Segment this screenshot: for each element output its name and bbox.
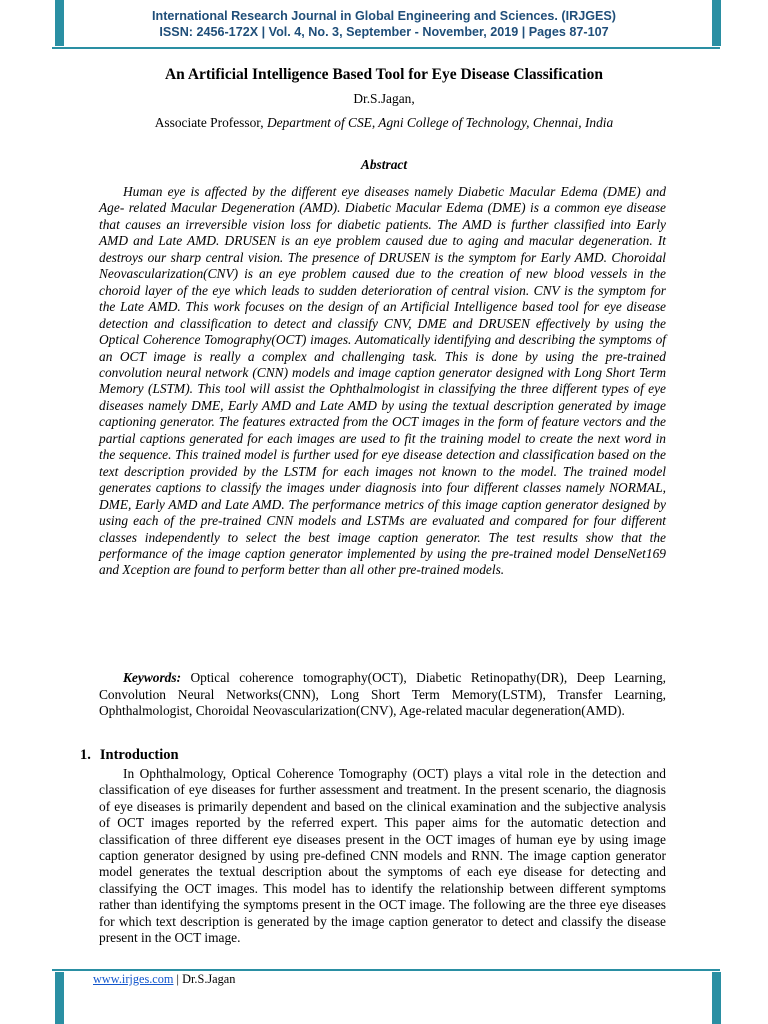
introduction-text: In Ophthalmology, Optical Coherence Tomography (OCT) plays a vital role in the detection and classification of eye diseases for further assessment and treatment. In the present scenario, the diagnosis of eye diseases is primarily dependent and based on the clinical examination and the subjective analysis of OCT images reported by the referred expert. This paper aims for the automatic detection and classification of three different eye diseases present in the OCT images of human eye by using image caption generator designed by using pre-defined CNN models and RNN. The image caption generator model generates the textual description about the symptoms of each eye disease for detecting and classifying the OCT images. This model has to identify the relationship between different symptoms rather than identifying the symptoms present in the OCT image. The following are the three eye diseases for which text description is generated by the image caption generator to detect and classify the disease present in the OCT image. <box>99 766 666 946</box>
paper-title: An Artificial Intelligence Based Tool for Eye Disease Classification <box>164 66 603 83</box>
journal-name: International Research Journal in Global Engineering and Sciences. (IRJGES) <box>152 9 616 23</box>
keywords-text: Optical coherence tomography(OCT), Diabetic Retinopathy(DR), Deep Learning, Convolution Neural Networks(CNN), Long Short Term Memory(LSTM), Transfer Learning, Ophthalmologist, Choroidal Neovascularization(CNV), Age-related macular degeneration(AMD). <box>99 670 666 718</box>
header-accent-bar-left <box>55 0 64 46</box>
keywords-label: Keywords: <box>123 670 182 685</box>
footer-separator: | <box>173 972 183 986</box>
footer-rule <box>52 969 720 971</box>
footer-accent-bar-left <box>55 972 64 1024</box>
page-footer <box>93 972 235 987</box>
footer-accent-bar-right <box>712 972 721 1024</box>
journal-website-link[interactable]: www.irjges.com <box>93 972 174 986</box>
section-number: 1. <box>80 747 91 763</box>
affiliation-department: Department of CSE, Agni College of Technology, Chennai, India <box>266 115 614 130</box>
section-title: Introduction <box>99 747 179 763</box>
footer-author: Dr.S.Jagan <box>182 972 236 986</box>
abstract-heading: Abstract <box>360 157 408 172</box>
paper-author: Dr.S.Jagan, <box>353 91 415 106</box>
affiliation-role: Associate Professor, <box>154 115 264 130</box>
section-heading-introduction <box>80 747 179 764</box>
paper-affiliation <box>0 115 768 131</box>
abstract-text: Human eye is affected by the different eye diseases namely Diabetic Macular Edema (DME) and Age- related Macular Degeneration (AMD). Diabetic Macular Edema (DME) is a common eye disease that causes an irreversible vision loss for diabetic patients. The AMD is further classified into Early AMD and Late AMD. DRUSEN is an eye problem caused due to aging and macular degeneration. It destroys our sharp central vision. The presence of DRUSEN is the symptom for Early AMD. Choroidal Neovascularization(CNV) is an eye problem caused due to the creation of new blood vessels in the choroid layer of the eye which leads to sudden deterioration of central vision. CNV is the symptom for the Late AMD. This work focuses on the design of an Artificial Intelligence based tool for eye disease detection and classification to detect and classify CNV, DME and DRUSEN effectively by using the Optical Coherence Tomography(OCT) images. Automatically identifying and describing the symptoms of an OCT image is really a complex and challenging task. This is done by using the pre-trained convolution neural network (CNN) models and image caption generator designed with Long Short Term Memory (LSTM). This tool will assist the Ophthalmologist in classifying the three different types of eye diseases namely DME, Early AMD and Late AMD by using the textual description generated by image captioning generator. The features extracted from the OCT images in the form of feature vectors and the partial captions generated for each images are used to fit the training model to create the next word in the sequence. This trained model is further used for eye disease detection and classification based on the text description provided by the LSTM for each images not known to the model. The trained model generates captions to classify the images under diagnosis into four different classes namely NORMAL, DME, Early AMD and Late AMD. The performance metrics of this image caption generator designed by using each of the pre-trained CNN models and LSTMs are evaluated and compared for four different classes independently to select the best image caption generator. The test results show that the performance of the image caption generator implemented by using the pre-trained model DenseNet169 and Xception are found to perform better than all other pre-trained models. <box>99 184 666 578</box>
header-rule <box>52 47 720 49</box>
keywords-paragraph <box>99 670 666 720</box>
journal-issn-line: ISSN: 2456-172X | Vol. 4, No. 3, September - November, 2019 | Pages 87-107 <box>159 25 609 39</box>
header-accent-bar-right <box>712 0 721 46</box>
